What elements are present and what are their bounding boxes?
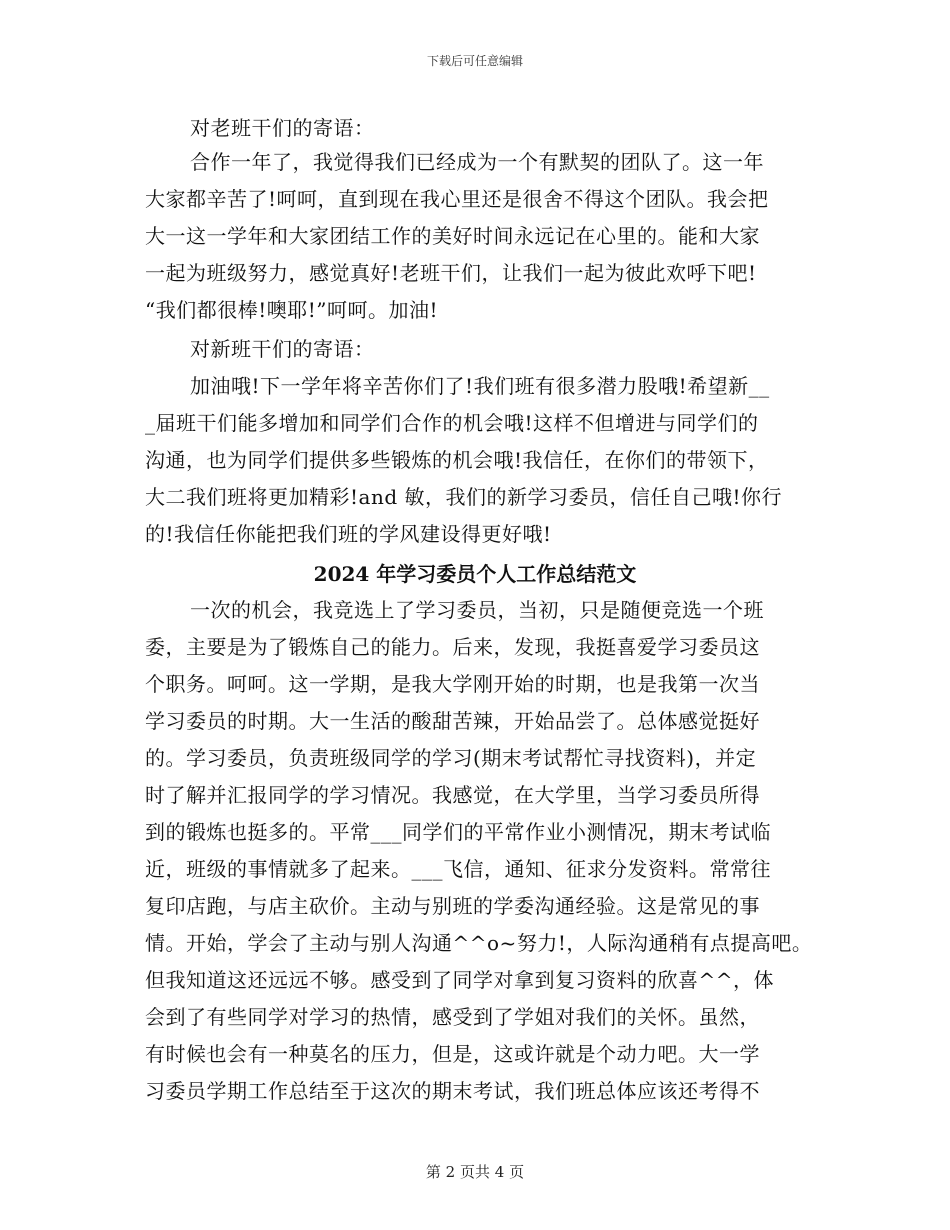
paragraph-line: 时了解并汇报同学的学习情况。我感觉，在大学里，当学习委员所得 bbox=[145, 783, 760, 807]
page-header: 下载后可任意编辑 bbox=[426, 54, 523, 68]
paragraph-line: 复印店跑，与店主砍价。主动与别班的学委沟通经验。这是常见的事 bbox=[145, 894, 760, 918]
paragraph-line: 大家都辛苦了!呵呵，直到现在我心里还是很舍不得这个团队。我会把 bbox=[145, 187, 769, 211]
page-number: 第 2 页共 4 页 bbox=[425, 1163, 525, 1181]
paragraph-line: “我们都很棒!噢耶!”呵呵。加油! bbox=[145, 298, 439, 322]
paragraph-line: 一次的机会，我竞选上了学习委员，当初，只是随便竞选一个班 bbox=[190, 598, 764, 622]
paragraph-line: 学习委员的时期。大一生活的酸甜苦辣，开始品尝了。总体感觉挺好 bbox=[145, 709, 760, 733]
paragraph-line: 的。学习委员，负责班级同学的学习(期末考试帮忙寻找资料)，并定 bbox=[145, 746, 757, 770]
paragraph-line: 会到了有些同学对学习的热情，感受到了学姐对我们的关怀。虽然， bbox=[145, 1005, 760, 1029]
paragraph-line: 习委员学期工作总结至于这次的期末考试，我们班总体应该还考得不 bbox=[145, 1079, 760, 1103]
paragraph-line: 到的锻炼也挺多的。平常___同学们的平常作业小测情况，期末考试临 bbox=[145, 820, 771, 844]
paragraph-line: 的!我信任你能把我们班的学风建设得更好哦! bbox=[145, 522, 552, 546]
paragraph-line: 个职务。呵呵。这一学期，是我大学刚开始的时期，也是我第一次当 bbox=[145, 672, 760, 696]
paragraph-line: 委，主要是为了锻炼自己的能力。后来，发现，我挺喜爱学习委员这 bbox=[145, 635, 760, 659]
paragraph-line: 有时候也会有一种莫名的压力，但是，这或许就是个动力吧。大一学 bbox=[145, 1042, 760, 1066]
paragraph-line: 情。开始，学会了主动与别人沟通^^o~努力!，人际沟通稍有点提高吧。 bbox=[145, 931, 813, 955]
paragraph-line: 近，班级的事情就多了起来。___飞信，通知、征求分发资料。常常往 bbox=[145, 857, 771, 881]
old-officers-heading: 对老班干们的寄语： bbox=[190, 116, 375, 140]
section-title: 2024 年学习委员个人工作总结范文 bbox=[313, 562, 637, 586]
paragraph-line: _届班干们能多增加和同学们合作的机会哦!这样不但增进与同学们的 bbox=[145, 411, 759, 435]
paragraph-line: 合作一年了，我觉得我们已经成为一个有默契的团队了。这一年 bbox=[190, 150, 764, 174]
paragraph-line: 大二我们班将更加精彩!and 敏，我们的新学习委员，信任自己哦!你行 bbox=[145, 485, 783, 509]
paragraph-line: 一起为班级努力，感觉真好!老班干们，让我们一起为彼此欢呼下吧! bbox=[145, 261, 757, 285]
paragraph-line: 大一这一学年和大家团结工作的美好时间永远记在心里的。能和大家 bbox=[145, 224, 760, 248]
new-officers-heading: 对新班干们的寄语： bbox=[190, 337, 375, 361]
paragraph-line: 沟通，也为同学们提供多些锻炼的机会哦!我信任，在你们的带领下， bbox=[145, 448, 769, 472]
paragraph-line: 加油哦!下一学年将辛苦你们了!我们班有很多潜力股哦!希望新__ bbox=[190, 374, 770, 398]
paragraph-line: 但我知道这还远远不够。感受到了同学对拿到复习资料的欣喜^^，体 bbox=[145, 968, 775, 992]
